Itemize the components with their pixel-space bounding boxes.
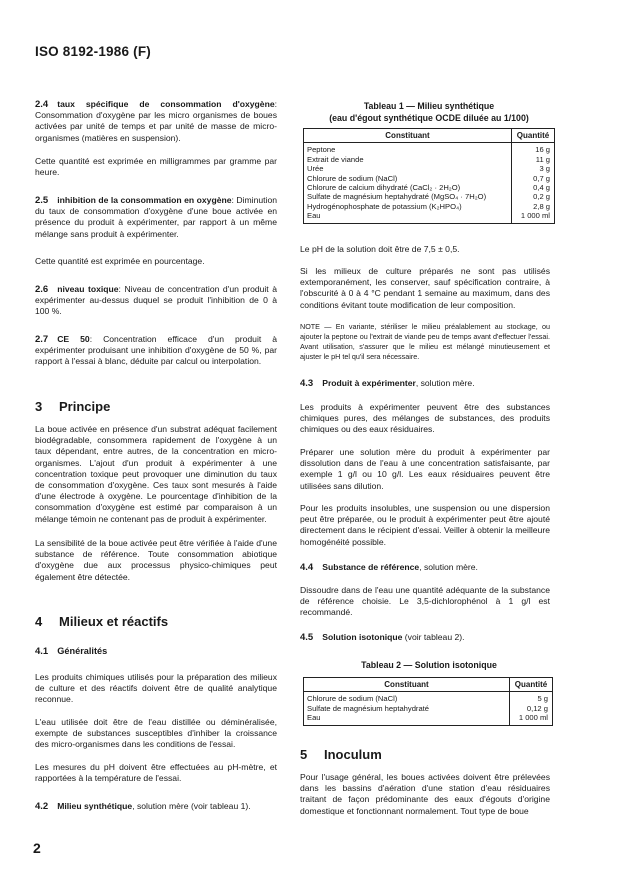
constituant-cell: Urée — [304, 164, 512, 173]
table-row — [304, 192, 555, 201]
section-2-4 — [35, 99, 277, 144]
constituant-cell: Extrait de viande — [304, 155, 512, 164]
table-row — [304, 704, 553, 713]
section-number: 4.1 — [35, 646, 49, 657]
heading-section-4-1 — [35, 646, 107, 657]
quantite-cell: 3 g — [512, 164, 555, 173]
quantite-cell: 0,2 g — [512, 192, 555, 201]
column-header-constituant: Constituant — [304, 678, 510, 692]
principe-paragraph-1: La boue activée en présence d'un substrat adéquat facilement biodégradable, consommera rapidement de l'oxygène à un taux dépendant, entre autres, de la concentration en micro-organismes. L'ajout d'un produit à expérimenter à une concentration toxique peut provoquer une diminution du taux de consommation d'oxygène. Ces taux sont mesurés à l'aide d'une électrode à oxygène. Le pourcentage d'inhibition de la consommation d'oxygène est estimé par comparaison à un mélange témoin ne contenant pas de produit à expérimenter. — [35, 424, 277, 524]
section-number: 2.7 — [35, 334, 49, 345]
constituant-cell: Eau — [304, 211, 512, 223]
table-row — [304, 211, 555, 223]
storage-paragraph: Si les milieux de culture préparés ne sont pas utilisés extemporanément, les conserver, sauf spécification contraire, à l'obscurité à 0 à 4 °C pendant 1 semaine au maximum, dans des conditions évitant toute modification de leur composition. — [300, 266, 550, 310]
section-2-5 — [35, 195, 277, 240]
quantite-cell: 0,12 g — [510, 704, 553, 713]
column-header-constituant: Constituant — [304, 129, 512, 143]
column-header-quantite: Quantité — [512, 129, 555, 143]
section-text: (voir tableau 2). — [402, 632, 465, 642]
section-title: Principe — [59, 399, 111, 414]
section-text: , solution mère (voir tableau 1). — [132, 801, 251, 811]
heading-section-4 — [35, 614, 168, 629]
quantite-cell: 0,4 g — [512, 183, 555, 192]
section-2-4-note: Cette quantité est exprimée en milligrammes par gramme par heure. — [35, 156, 277, 178]
heading-section-5 — [300, 747, 382, 762]
definition: : Niveau de concentration d'un produit à expérimenter au-dessus duquel se produit l'inhibition de 0 à 100 %. — [35, 284, 278, 317]
section-2-7 — [35, 334, 277, 368]
table-1 — [303, 128, 555, 224]
section-title: Inoculum — [324, 747, 382, 762]
quantite-cell: 0,7 g — [512, 174, 555, 183]
heading-section-3 — [35, 399, 110, 414]
section-number: 4.3 — [300, 378, 314, 389]
table-1-title: Tableau 1 — Milieu synthétique — [363, 101, 495, 111]
definition: : Consommation d'oxygène par les micro organismes de boues activées par unité de temps et par unité de masse de micro-organismes (matières en suspension). — [35, 99, 277, 143]
table-row — [304, 174, 555, 183]
produit-paragraph-2: Préparer une solution mère du produit à expérimenter par dissolution dans de l'eau à une concentration satisfaisante, par exemple 1 g/l ou 10 g/l. Les eaux résiduaires peuvent être utilisées sans dilution. — [300, 447, 550, 491]
generalites-paragraph-3: Les mesures du pH doivent être effectuées au pH-mètre, et rapportées à la température de l'essai. — [35, 762, 277, 784]
table-row — [304, 692, 553, 704]
term: Substance de référence — [322, 562, 420, 572]
quantite-cell: 2,8 g — [512, 202, 555, 211]
constituant-cell: Hydrogénophosphate de potassium (K₂HPO₄) — [304, 202, 512, 211]
constituant-cell: Sulfate de magnésium heptahydraté — [304, 704, 510, 713]
section-4-5 — [300, 632, 550, 643]
table-row — [304, 155, 555, 164]
produit-paragraph-1: Les produits à expérimenter peuvent être des substances chimiques pures, des mélanges de substances, des produits chimiques ou des eaux résiduaires. — [300, 402, 550, 435]
column-header-quantite: Quantité — [510, 678, 553, 692]
section-2-5-note: Cette quantité est exprimée en pourcentage. — [35, 256, 205, 266]
constituant-cell: Sulfate de magnésium heptahydraté (MgSO₄ · 7H₂O) — [304, 192, 512, 201]
term: niveau toxique — [57, 284, 119, 294]
table-1-caption — [300, 100, 558, 124]
term: Produit à expérimenter — [322, 378, 416, 388]
section-4-4 — [300, 562, 550, 573]
table-row — [304, 183, 555, 192]
section-number: 2.6 — [35, 284, 49, 295]
section-title: Milieux et réactifs — [59, 614, 169, 629]
constituant-cell: Chlorure de sodium (NaCl) — [304, 692, 510, 704]
table-row — [304, 143, 555, 155]
section-number: 4.4 — [300, 562, 314, 573]
produit-paragraph-3: Pour les produits insolubles, une suspension ou une dispersion peut être préparée, ou le produit à expérimenter peut être ajouté directement dans le récipient d'essai. Veiller à obtenir la meilleure homogénéité possible. — [300, 503, 550, 547]
section-4-2 — [35, 801, 277, 812]
reference-paragraph: Dissoudre dans de l'eau une quantité adéquante de la substance de référence choisie. Le 3,5-dichlorophénol à 1 g/l est recommandé. — [300, 585, 550, 618]
section-text: , solution mère. — [415, 378, 475, 388]
constituant-cell: Peptone — [304, 143, 512, 155]
section-number: 2.5 — [35, 195, 49, 206]
constituant-cell: Eau — [304, 713, 510, 725]
section-number: 5 — [300, 747, 308, 762]
table-row — [304, 202, 555, 211]
constituant-cell: Chlorure de calcium dihydraté (CaCl₂ · 2H₂O) — [304, 183, 512, 192]
generalites-paragraph-2: L'eau utilisée doit être de l'eau distillée ou déminéralisée, exempte de substances susceptibles d'inhiber la croissance des micro-organismes dans les conditions de l'essai. — [35, 717, 277, 750]
table-1-subtitle: (eau d'égout synthétique OCDE diluée au 1/100) — [329, 113, 529, 123]
section-text: , solution mère. — [419, 562, 478, 572]
ph-requirement: Le pH de la solution doit être de 7,5 ± 0,5. — [300, 244, 460, 254]
term: CE 50 — [57, 334, 90, 344]
table-row — [304, 713, 553, 725]
document-id: ISO 8192-1986 (F) — [35, 44, 151, 59]
section-2-6 — [35, 284, 277, 318]
section-title: Généralités — [57, 646, 108, 656]
section-number: 4 — [35, 614, 43, 629]
definition: : Diminution du taux de consommation d'oxygène d'une boue activée en présence du produit à expérimenter, par rapport à un même mélange sans produit à expérimenter. — [35, 195, 278, 239]
term: taux spécifique de consommation d'oxygène — [57, 99, 275, 109]
section-number: 2.4 — [35, 99, 49, 110]
note-paragraph: NOTE — En variante, stériliser le milieu préalablement au stockage, ou ajouter la peptone ou l'extrait de viande peu de temps avant d'effectuer l'essai. Avant utilisation, s'assurer que le milieu est mélangé minutieusement et ajuster le pH tel qu'il sera nécessaire. — [300, 322, 550, 361]
inoculum-paragraph: Pour l'usage général, les boues activées doivent être prélevées dans les bassins d'aération d'une station d'eau résiduaires traitant de façon prédominante des eaux d'égouts d'origine domestique et fonctionnant normalement. Tout type de boue — [300, 772, 550, 816]
term: inhibition de la consommation en oxygène — [57, 195, 232, 205]
definition: : Concentration efficace d'un produit à expérimenter produisant une inhibition d'oxygène de 50 %, par rapport à l'essai à blanc, déduite par calcul ou interpolation. — [35, 334, 277, 367]
constituant-cell: Chlorure de sodium (NaCl) — [304, 174, 512, 183]
term: Milieu synthétique — [57, 801, 133, 811]
quantite-cell: 1 000 ml — [510, 713, 553, 725]
quantite-cell: 11 g — [512, 155, 555, 164]
table-2-caption: Tableau 2 — Solution isotonique — [361, 660, 497, 670]
table-row — [304, 164, 555, 173]
section-4-3 — [300, 378, 550, 389]
page-number: 2 — [33, 840, 41, 856]
quantite-cell: 1 000 ml — [512, 211, 555, 223]
table-2 — [303, 677, 553, 726]
term: Solution isotonique — [322, 632, 403, 642]
section-number: 4.5 — [300, 632, 314, 643]
principe-paragraph-2: La sensibilité de la boue activée peut être vérifiée à l'aide d'une substance de référence. Toute consommation abiotique d'oxygène due aux processus physico-chimiques peut également être détectée. — [35, 538, 277, 582]
generalites-paragraph-1: Les produits chimiques utilisés pour la préparation des milieux de culture et des réactifs doivent être de qualité analytique reconnue. — [35, 672, 277, 705]
quantite-cell: 5 g — [510, 692, 553, 704]
section-number: 3 — [35, 399, 43, 414]
section-number: 4.2 — [35, 801, 49, 812]
quantite-cell: 16 g — [512, 143, 555, 155]
